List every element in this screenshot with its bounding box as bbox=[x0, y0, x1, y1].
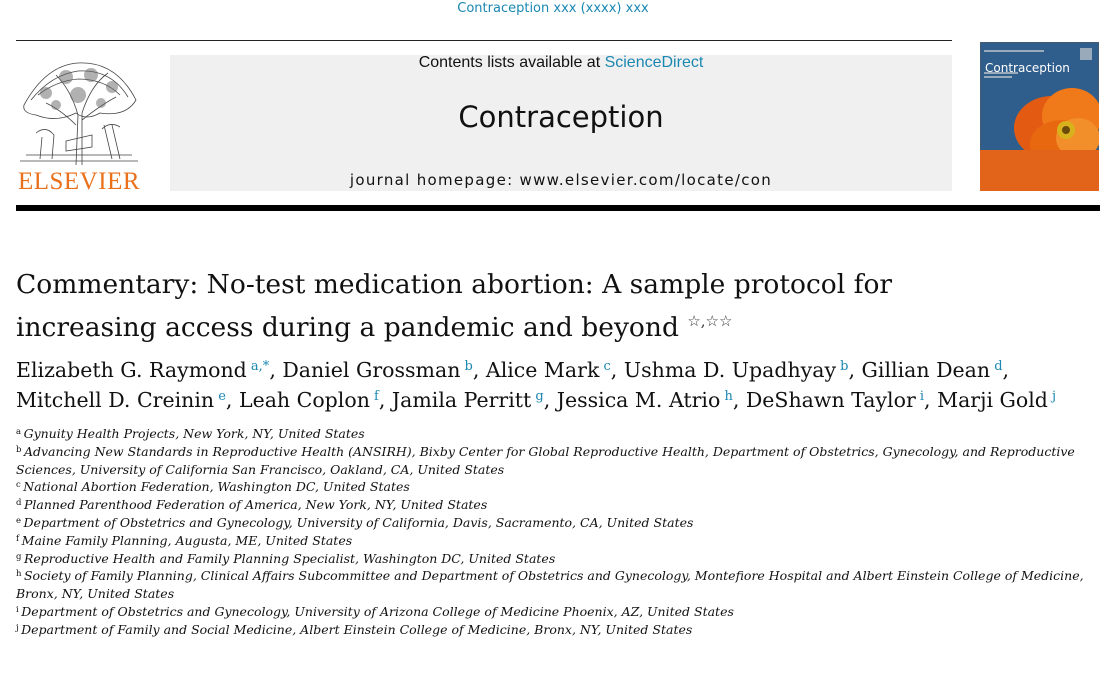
affiliation bbox=[16, 425, 1102, 443]
contents-line bbox=[170, 54, 952, 72]
contents-prefix: Contents lists available at bbox=[418, 54, 605, 71]
author bbox=[937, 388, 1056, 412]
author-name[interactable]: Mitchell D. Creinin bbox=[16, 388, 215, 412]
author-aff-ref[interactable]: d bbox=[994, 359, 1003, 374]
affiliation-text: Planned Parenthood Federation of America, New York, NY, United States bbox=[23, 497, 488, 513]
author-aff-ref[interactable]: a,* bbox=[250, 359, 270, 374]
cover-title: Contraception bbox=[985, 61, 1070, 75]
author-aff-ref[interactable]: f bbox=[374, 389, 379, 404]
author: Elizabeth G. Raymond $^{a,*}$, bbox=[16, 358, 283, 382]
affiliation bbox=[16, 603, 1102, 621]
author: Alice Mark $^c$, bbox=[485, 358, 624, 382]
author: Daniel Grossman $^b$, bbox=[282, 358, 486, 382]
author-aff-ref[interactable]: e bbox=[218, 389, 226, 404]
affiliation-text: Advancing New Standards in Reproductive Health (ANSIRH), Bixby Center for Global Reproductive Health, Department of Obstetrics, Gynecology, and Reproductive Sciences, University of California San Francisco, Oakland, CA, United States bbox=[16, 443, 1075, 477]
elsevier-tree-logo bbox=[16, 55, 142, 167]
elsevier-wordmark: ELSEVIER bbox=[17, 168, 141, 195]
author-aff-ref[interactable]: j bbox=[1052, 389, 1057, 404]
author-name[interactable]: Ushma D. Upadhyay bbox=[623, 358, 837, 382]
author-aff-ref[interactable]: b bbox=[464, 359, 473, 374]
affiliation-label: a bbox=[16, 427, 22, 437]
affiliation-label: h bbox=[16, 569, 22, 580]
affiliation-list bbox=[16, 425, 1102, 639]
author-name[interactable]: Elizabeth G. Raymond bbox=[16, 358, 247, 382]
affiliation-text: Reproductive Health and Family Planning Specialist, Washington DC, United States bbox=[23, 550, 556, 566]
author: Jamila Perritt $^g$, bbox=[391, 388, 557, 412]
author: Leah Coplon $^f$, bbox=[238, 388, 392, 412]
author-name[interactable]: Jessica M. Atrio bbox=[556, 388, 721, 412]
title-line-2: increasing access during a pandemic and beyond bbox=[16, 312, 679, 343]
affiliation bbox=[16, 478, 1102, 496]
journal-citation bbox=[0, 1, 1106, 16]
title-footnote-marks[interactable]: ☆,☆☆ bbox=[687, 312, 733, 330]
affiliation bbox=[16, 532, 1102, 550]
author-aff-ref[interactable]: b bbox=[840, 359, 849, 374]
author: Mitchell D. Creinin $^e$, bbox=[16, 388, 239, 412]
sciencedirect-link[interactable]: ScienceDirect bbox=[604, 54, 704, 71]
author-list bbox=[16, 355, 1106, 415]
journal-homepage: journal homepage: www.elsevier.com/locate/con bbox=[349, 171, 773, 189]
affiliation-text: National Abortion Federation, Washington DC, United States bbox=[23, 479, 410, 495]
affiliation bbox=[16, 550, 1102, 568]
author: DeShawn Taylor $^i$, bbox=[745, 388, 938, 412]
affiliation-text: Department of Obstetrics and Gynecology, University of California, Davis, Sacramento, CA, United States bbox=[23, 514, 694, 530]
author-name[interactable]: Marji Gold bbox=[937, 388, 1048, 412]
author: Gillian Dean $^d$, bbox=[861, 358, 1010, 382]
affiliation bbox=[16, 496, 1102, 514]
affiliation bbox=[16, 567, 1102, 603]
author-aff-ref[interactable]: i bbox=[919, 389, 925, 404]
affiliation-label: b bbox=[16, 444, 22, 455]
journal-title: Contraception bbox=[458, 100, 664, 134]
affiliation-label: d bbox=[16, 498, 22, 509]
affiliation-label: i bbox=[16, 604, 19, 615]
author-aff-ref[interactable]: h bbox=[724, 389, 733, 404]
affiliation bbox=[16, 621, 1102, 639]
affiliation-label: e bbox=[16, 515, 22, 526]
affiliation bbox=[16, 443, 1102, 479]
title-line-1: Commentary: No-test medication abortion: A sample protocol for bbox=[16, 269, 893, 300]
author: Jessica M. Atrio $^h$, bbox=[556, 388, 746, 412]
citation-link[interactable]: Contraception xxx (xxxx) xxx bbox=[457, 1, 649, 16]
author-name[interactable]: Leah Coplon bbox=[238, 388, 370, 412]
affiliation-text: Gynuity Health Projects, New York, NY, United States bbox=[23, 426, 365, 441]
affiliation-text: Department of Obstetrics and Gynecology, University of Arizona College of Medicine Phoenix, AZ, United States bbox=[21, 603, 734, 619]
author-aff-ref[interactable]: g bbox=[535, 389, 544, 404]
article-title bbox=[16, 266, 1016, 346]
author-name[interactable]: Jamila Perritt bbox=[391, 388, 532, 412]
author-name[interactable]: Gillian Dean bbox=[861, 358, 991, 382]
header-rule bbox=[16, 205, 1100, 211]
affiliation-text: Department of Family and Social Medicine, Albert Einstein College of Medicine, Bronx, NY, United States bbox=[21, 621, 693, 637]
affiliation-text: Maine Family Planning, Augusta, ME, United States bbox=[21, 532, 353, 548]
affiliation-label: g bbox=[16, 551, 22, 562]
author-aff-ref[interactable]: c bbox=[603, 359, 611, 374]
author: Ushma D. Upadhyay $^b$, bbox=[623, 358, 862, 382]
affiliation-text: Society of Family Planning, Clinical Affairs Subcommittee and Department of Obstetrics and Gynecology, Montefiore Hospital and Albert Einstein College of Medicine, Bronx, NY, United States bbox=[16, 568, 1084, 602]
author-name[interactable]: DeShawn Taylor bbox=[745, 388, 916, 412]
author-name[interactable]: Daniel Grossman bbox=[282, 358, 461, 382]
top-rule bbox=[16, 40, 952, 41]
affiliation-label: c bbox=[16, 480, 21, 491]
affiliation-label: j bbox=[16, 622, 19, 633]
author-name[interactable]: Alice Mark bbox=[485, 358, 600, 382]
affiliation bbox=[16, 514, 1102, 532]
affiliation-label: f bbox=[16, 533, 20, 544]
